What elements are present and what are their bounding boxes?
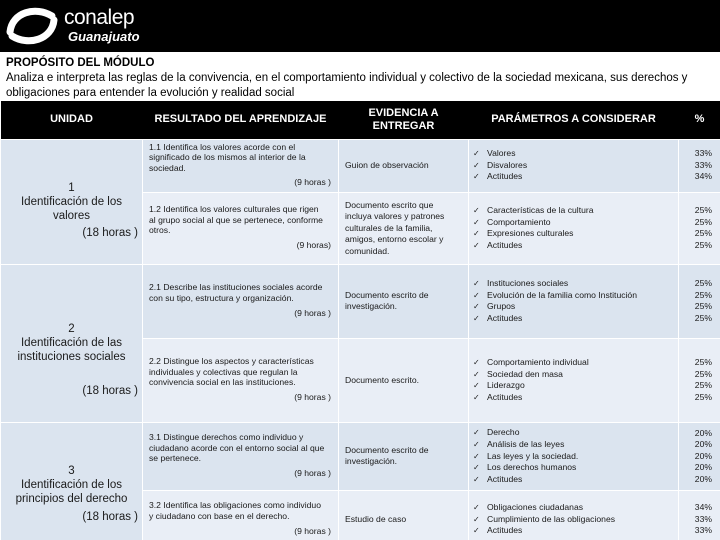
parameters-cell <box>469 422 679 490</box>
parameter-item: ✓ Disvalores <box>473 160 674 172</box>
result-hours: (9 horas ) <box>294 177 331 188</box>
brand-name: conalep <box>64 6 135 29</box>
result-text: 2.1 Describe las instituciones sociales acorde con su tipo, estructura y organización. <box>149 282 323 304</box>
parameter-item: ✓ Derecho <box>473 427 674 439</box>
result-hours: (9 horas ) <box>294 391 331 402</box>
parameter-item: ✓ Cumplimiento de las obligaciones <box>473 514 674 526</box>
parameter-item: ✓ Actitudes <box>473 240 674 252</box>
result-text: 3.1 Distingue derechos como individuo y ciudadano acorde con el entorno social al que se pertenece. <box>149 432 325 464</box>
percent-cell <box>679 264 720 338</box>
percent-value: 25% <box>694 391 712 402</box>
percent-value: 25% <box>694 278 712 289</box>
parameters-list <box>473 427 674 485</box>
percent-cell <box>679 338 720 422</box>
parameters-list <box>473 205 674 251</box>
result-hours: (9 horas) <box>296 239 331 250</box>
parameter-item: ✓ Actitudes <box>473 474 674 486</box>
unit-cell <box>1 264 143 422</box>
percent-value: 33% <box>694 525 712 536</box>
unit-hours: (18 horas ) <box>82 510 138 523</box>
percent-value: 25% <box>694 228 712 239</box>
header-pct: % <box>679 101 720 139</box>
parameters-list <box>473 357 674 403</box>
percent-value: 25% <box>694 239 712 250</box>
percent-cell <box>679 422 720 490</box>
parameter-item: ✓ Análisis de las leyes <box>473 439 674 451</box>
result-cell <box>143 264 339 338</box>
parameters-cell <box>469 192 679 264</box>
header-evidencia: EVIDENCIA A ENTREGAR <box>339 101 469 139</box>
parameters-list <box>473 278 674 324</box>
percent-value: 25% <box>694 380 712 391</box>
result-text: 1.2 Identifica los valores culturales que rigen al grupo social al que se pertenece, conforme otros. <box>149 204 323 236</box>
unit-hours: (18 horas ) <box>82 384 138 397</box>
parameter-item: ✓ Liderazgo <box>473 380 674 392</box>
evidence-cell: Documento escrito de investigación. <box>339 264 469 338</box>
parameters-list <box>473 148 674 183</box>
unit-cell <box>1 422 143 540</box>
percent-value: 20% <box>694 462 712 473</box>
percent-value: 20% <box>694 473 712 484</box>
parameters-cell <box>469 338 679 422</box>
unit-name: 2 Identificación de las instituciones sociales <box>17 323 126 364</box>
parameters-cell <box>469 490 679 540</box>
result-hours: (9 horas ) <box>294 307 331 318</box>
percent-value: 25% <box>694 312 712 323</box>
unit-name: 3 Identificación de los principios del derecho <box>15 465 128 506</box>
percent-value: 25% <box>694 357 712 368</box>
evidence-cell: Documento escrito de investigación. <box>339 422 469 490</box>
parameters-cell <box>469 264 679 338</box>
percent-value: 25% <box>694 205 712 216</box>
percent-value: 20% <box>694 427 712 438</box>
evidence-cell: Guion de observación <box>339 139 469 192</box>
unit-name: 1 Identificación de los valores <box>20 181 122 222</box>
unit-hours: (18 horas ) <box>82 226 138 239</box>
parameter-item: ✓ Evolución de la familia como Institución <box>473 290 674 302</box>
conalep-logo-icon <box>2 2 62 50</box>
parameter-item: ✓ Instituciones sociales <box>473 278 674 290</box>
parameter-item: ✓ Obligaciones ciudadanas <box>473 502 674 514</box>
parameter-item: ✓ Características de la cultura <box>473 205 674 217</box>
percent-value: 34% <box>694 502 712 513</box>
percent-value: 20% <box>694 439 712 450</box>
evidence-cell: Documento escrito que incluya valores y patrones culturales de la familia, amigos, entorno escolar y comunidad. <box>339 192 469 264</box>
unit-cell <box>1 139 143 264</box>
purpose-text: Analiza e interpreta las reglas de la convivencia, en el comportamiento individual y colectivo de la sociedad mexicana, sus derechos y obligaciones para entender la evolución y realidad social <box>6 72 688 99</box>
percent-value: 33% <box>694 159 712 170</box>
result-cell <box>143 422 339 490</box>
percent-value: 25% <box>694 301 712 312</box>
parameters-cell <box>469 139 679 192</box>
result-text: 3.2 Identifica las obligaciones como individuo y ciudadano con base en el derecho. <box>149 500 321 522</box>
module-table <box>0 101 720 540</box>
parameter-item: ✓ Actitudes <box>473 392 674 404</box>
table-header-row <box>1 101 720 139</box>
purpose-title: PROPÓSITO DEL MÓDULO <box>6 57 155 69</box>
parameter-item: ✓ Actitudes <box>473 313 674 325</box>
percent-value: 25% <box>694 289 712 300</box>
percent-cell <box>679 139 720 192</box>
table-row <box>1 264 720 338</box>
table-row <box>1 139 720 192</box>
percent-value: 33% <box>694 148 712 159</box>
parameter-item: ✓ Actitudes <box>473 525 674 537</box>
percent-value: 20% <box>694 450 712 461</box>
parameter-item: ✓ Las leyes y la sociedad. <box>473 451 674 463</box>
percent-value: 34% <box>694 171 712 182</box>
parameter-item: ✓ Sociedad den masa <box>473 369 674 381</box>
percent-cell <box>679 490 720 540</box>
table-row <box>1 422 720 490</box>
percent-value: 33% <box>694 513 712 524</box>
evidence-cell: Estudio de caso <box>339 490 469 540</box>
parameter-item: ✓ Los derechos humanos <box>473 462 674 474</box>
header-resultado: RESULTADO DEL APRENDIZAJE <box>143 101 339 139</box>
percent-value: 25% <box>694 368 712 379</box>
brand-subtitle: Guanajuato <box>68 29 140 44</box>
evidence-cell: Documento escrito. <box>339 338 469 422</box>
parameter-item: ✓ Grupos <box>473 301 674 313</box>
parameter-item: ✓ Comportamiento individual <box>473 357 674 369</box>
parameters-list <box>473 502 674 537</box>
parameter-item: ✓ Expresiones culturales <box>473 228 674 240</box>
parameter-item: ✓ Comportamiento <box>473 217 674 229</box>
result-text: 1.1 Identifica los valores acorde con el significado de los mismos al interior de la sociedad. <box>149 141 306 173</box>
parameter-item: ✓ Valores <box>473 148 674 160</box>
result-hours: (9 horas ) <box>294 525 331 536</box>
result-cell <box>143 139 339 192</box>
result-cell <box>143 338 339 422</box>
header-unidad: UNIDAD <box>1 101 143 139</box>
percent-cell <box>679 192 720 264</box>
header-parametros: PARÁMETROS A CONSIDERAR <box>469 101 679 139</box>
result-hours: (9 horas ) <box>294 467 331 478</box>
percent-value: 25% <box>694 216 712 227</box>
result-text: 2.2 Distingue los aspectos y características individuales y colectivas que regulan la convivencia social en las instituciones. <box>149 356 314 388</box>
parameter-item: ✓ Actitudes <box>473 171 674 183</box>
header-bar <box>0 0 720 52</box>
result-cell <box>143 192 339 264</box>
result-cell <box>143 490 339 540</box>
